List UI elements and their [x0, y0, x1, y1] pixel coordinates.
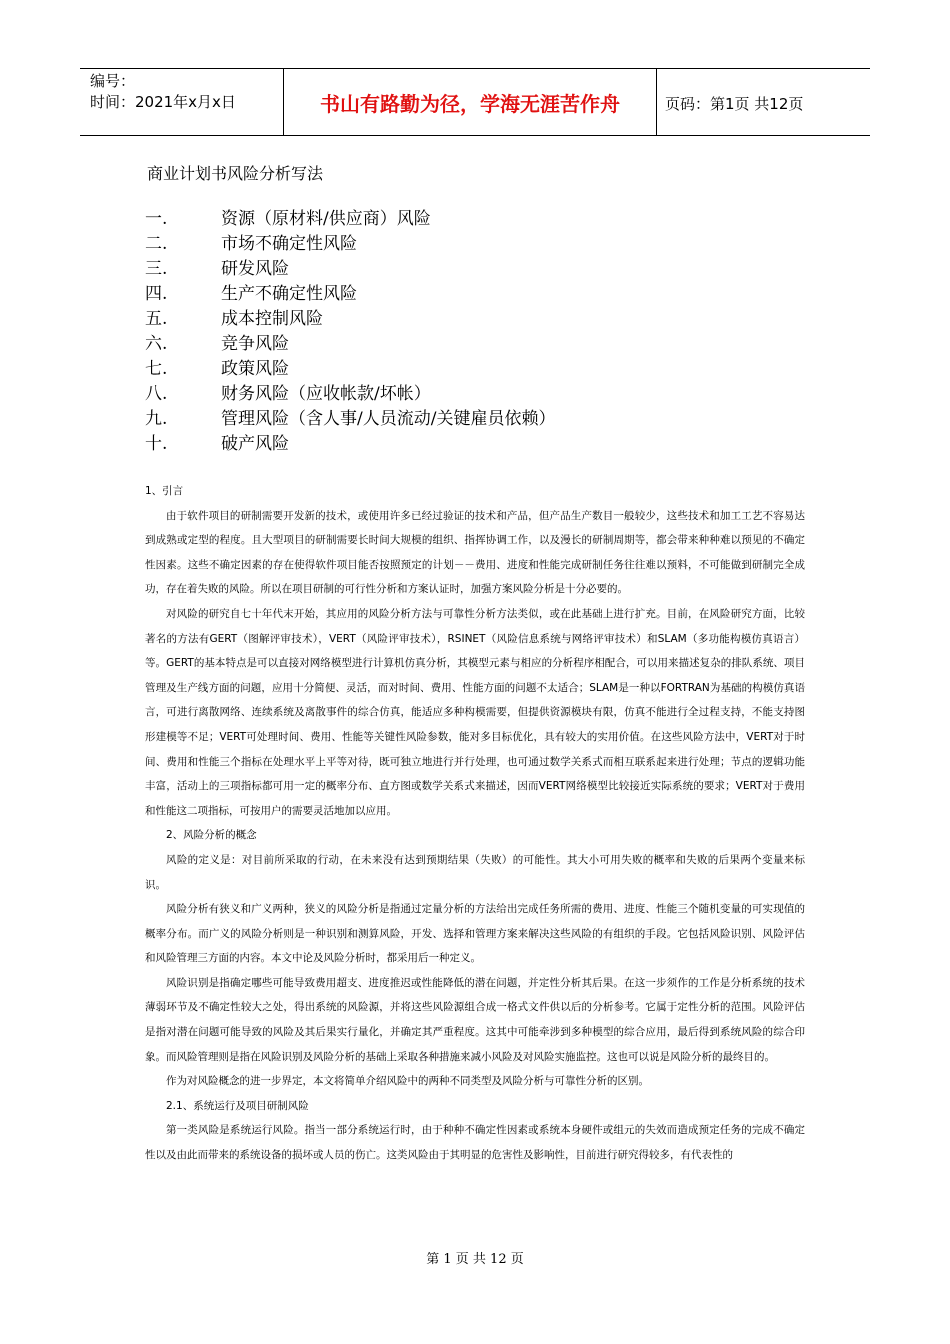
paragraph: 对风险的研究自七十年代末开始，其应用的风险分析方法与可靠性分析方法类似，或在此基础上进行扩充。目前，在风险研究方面，比较著名的方法有GERT（图解评审技术），VERT（风险评审技术），RSINET（风险信息系统与网络评审技术）和SLAM（多功能构模仿真语言）等。GERT的基本特点是可以直接对网络模型进行计算机仿真分析，其模型元素与相应的分析程序相配合，可以用来描述复杂的排队系统、项目管理及生产线方面的问题，应用十分简便、灵活，而对时间、费用、性能方面的问题不太适合；SLAM是一种以FORTRAN为基础的构模仿真语言，可进行离散网络、连续系统及离散事件的综合仿真，能适应多种构模需要，但提供资源模块有限，仿真不能进行全过程支持，不能支持图形建模等不足；VERT可处理时间、费用、性能等关键性风险参数，能对多目标优化，具有较大的实用价值。在这些风险方法中，VERT对于时间、费用和性能三个指标在处理水平上平等对待，既可独立地进行并行处理，也可通过数学关系式而相互联系起来进行处理；节点的逻辑功能丰富，活动上的三项指标都可用一定的概率分布、直方图或数学关系式来描述，因而VERT网络模型比较接近实际系统的要求；VERT对于费用和性能这二项指标，可按用户的需要灵活地加以应用。 — [145, 607, 805, 817]
page-header — [80, 68, 870, 136]
toc-label: 资源（原材料/供应商）风险 — [221, 209, 431, 229]
page-footer: 第 1 页 共 12 页 — [426, 1252, 524, 1267]
section-heading: 1、引言 — [145, 485, 184, 497]
toc-number: 七. — [145, 359, 168, 379]
toc-number: 五. — [145, 309, 168, 329]
toc-label: 生产不确定性风险 — [221, 284, 357, 304]
doc-number-label: 编号： — [90, 72, 136, 90]
section-heading: 2.1、系统运行及项目研制风险 — [166, 1099, 309, 1112]
document-title: 商业计划书风险分析写法 — [147, 164, 324, 183]
toc-label: 市场不确定性风险 — [221, 234, 357, 254]
toc-number: 九. — [145, 409, 168, 429]
paragraph: 作为对风险概念的进一步界定，本文将简单介绍风险中的两种不同类型及风险分析与可靠性分析的区别。 — [166, 1075, 649, 1088]
paragraph: 风险分析有狭义和广义两种，狭义的风险分析是指通过定量分析的方法给出完成任务所需的费用、进度、性能三个随机变量的可实现值的概率分布。而广义的风险分析则是一种识别和测算风险，开发、选择和管理方案来解决这些风险的有组织的手段。它包括风险识别、风险评估和风险管理三方面的内容。本文中论及风险分析时，都采用后一种定义。 — [145, 903, 805, 965]
toc-label: 破产风险 — [221, 434, 289, 454]
paragraph: 风险的定义是：对目前所采取的行动，在未来没有达到预期结果（失败）的可能性。其大小可用失败的概率和失败的后果两个变量来标识。 — [145, 853, 805, 891]
date-label: 时间：2021年x月x日 — [90, 93, 236, 111]
toc-number: 三. — [145, 259, 168, 279]
toc-label: 竞争风险 — [221, 334, 289, 354]
header-motto: 书山有路勤为径，学海无涯苦作舟 — [283, 69, 657, 135]
paragraph: 第一类风险是系统运行风险。指当一部分系统运行时，由于种种不确定性因素或系统本身硬件或组元的失效而造成预定任务的完成不确定性以及由此而带来的系统设备的损坏或人员的伤亡。这类风险由于其明显的危害性及影响性，目前进行研究得较多，有代表性的 — [145, 1124, 805, 1162]
paragraph: 由于软件项目的研制需要开发新的技术，或使用许多已经过验证的技术和产品，但产品生产数目一般较少，这些技术和加工工艺不容易达到成熟或定型的程度。且大型项目的研制需要长时间大规模的组织、指挥协调工作，以及漫长的研制周期等，都会带来种种难以预见的不确定性因素。这些不确定因素的存在使得软件项目能否按照预定的计划－－费用、进度和性能完成研制任务往往难以预料，不可能做到研制完全成功，存在着失败的风险。所以在项目研制的可行性分析和方案认证时，加强方案风险分析是十分必要的。 — [145, 509, 805, 596]
toc-number: 八. — [145, 384, 168, 404]
toc-label: 财务风险（应收帐款/坏帐） — [221, 384, 431, 404]
toc-label: 管理风险（含人事/人员流动/关键雇员依赖） — [221, 409, 556, 429]
body-text — [145, 479, 805, 1168]
toc-number: 四. — [145, 284, 168, 304]
toc-number: 六. — [145, 334, 168, 354]
toc-label: 政策风险 — [221, 359, 289, 379]
toc-number: 二. — [145, 234, 168, 254]
toc-number: 一. — [145, 209, 168, 229]
toc-label: 成本控制风险 — [221, 309, 323, 329]
toc-number: 十. — [145, 434, 168, 454]
section-heading: 2、风险分析的概念 — [166, 829, 257, 842]
toc-label: 研发风险 — [221, 259, 289, 279]
header-meta — [90, 71, 236, 113]
paragraph: 风险识别是指确定哪些可能导致费用超支、进度推迟或性能降低的潜在问题，并定性分析其后果。在这一步须作的工作是分析系统的技术薄弱环节及不确定性较大之处，得出系统的风险源，并将这些风险源组合成一格式文件供以后的分析参考。它属于定性分析的范围。风险评估是指对潜在问题可能导致的风险及其后果实行量化，并确定其严重程度。这其中可能牵涉到多种模型的综合应用，最后得到系统风险的综合印象。而风险管理则是指在风险识别及风险分析的基础上采取各种措施来减小风险及对风险实施监控。这也可以说是风险分析的最终目的。 — [145, 976, 805, 1063]
header-page-info: 页码：第1页 共12页 — [665, 95, 804, 113]
